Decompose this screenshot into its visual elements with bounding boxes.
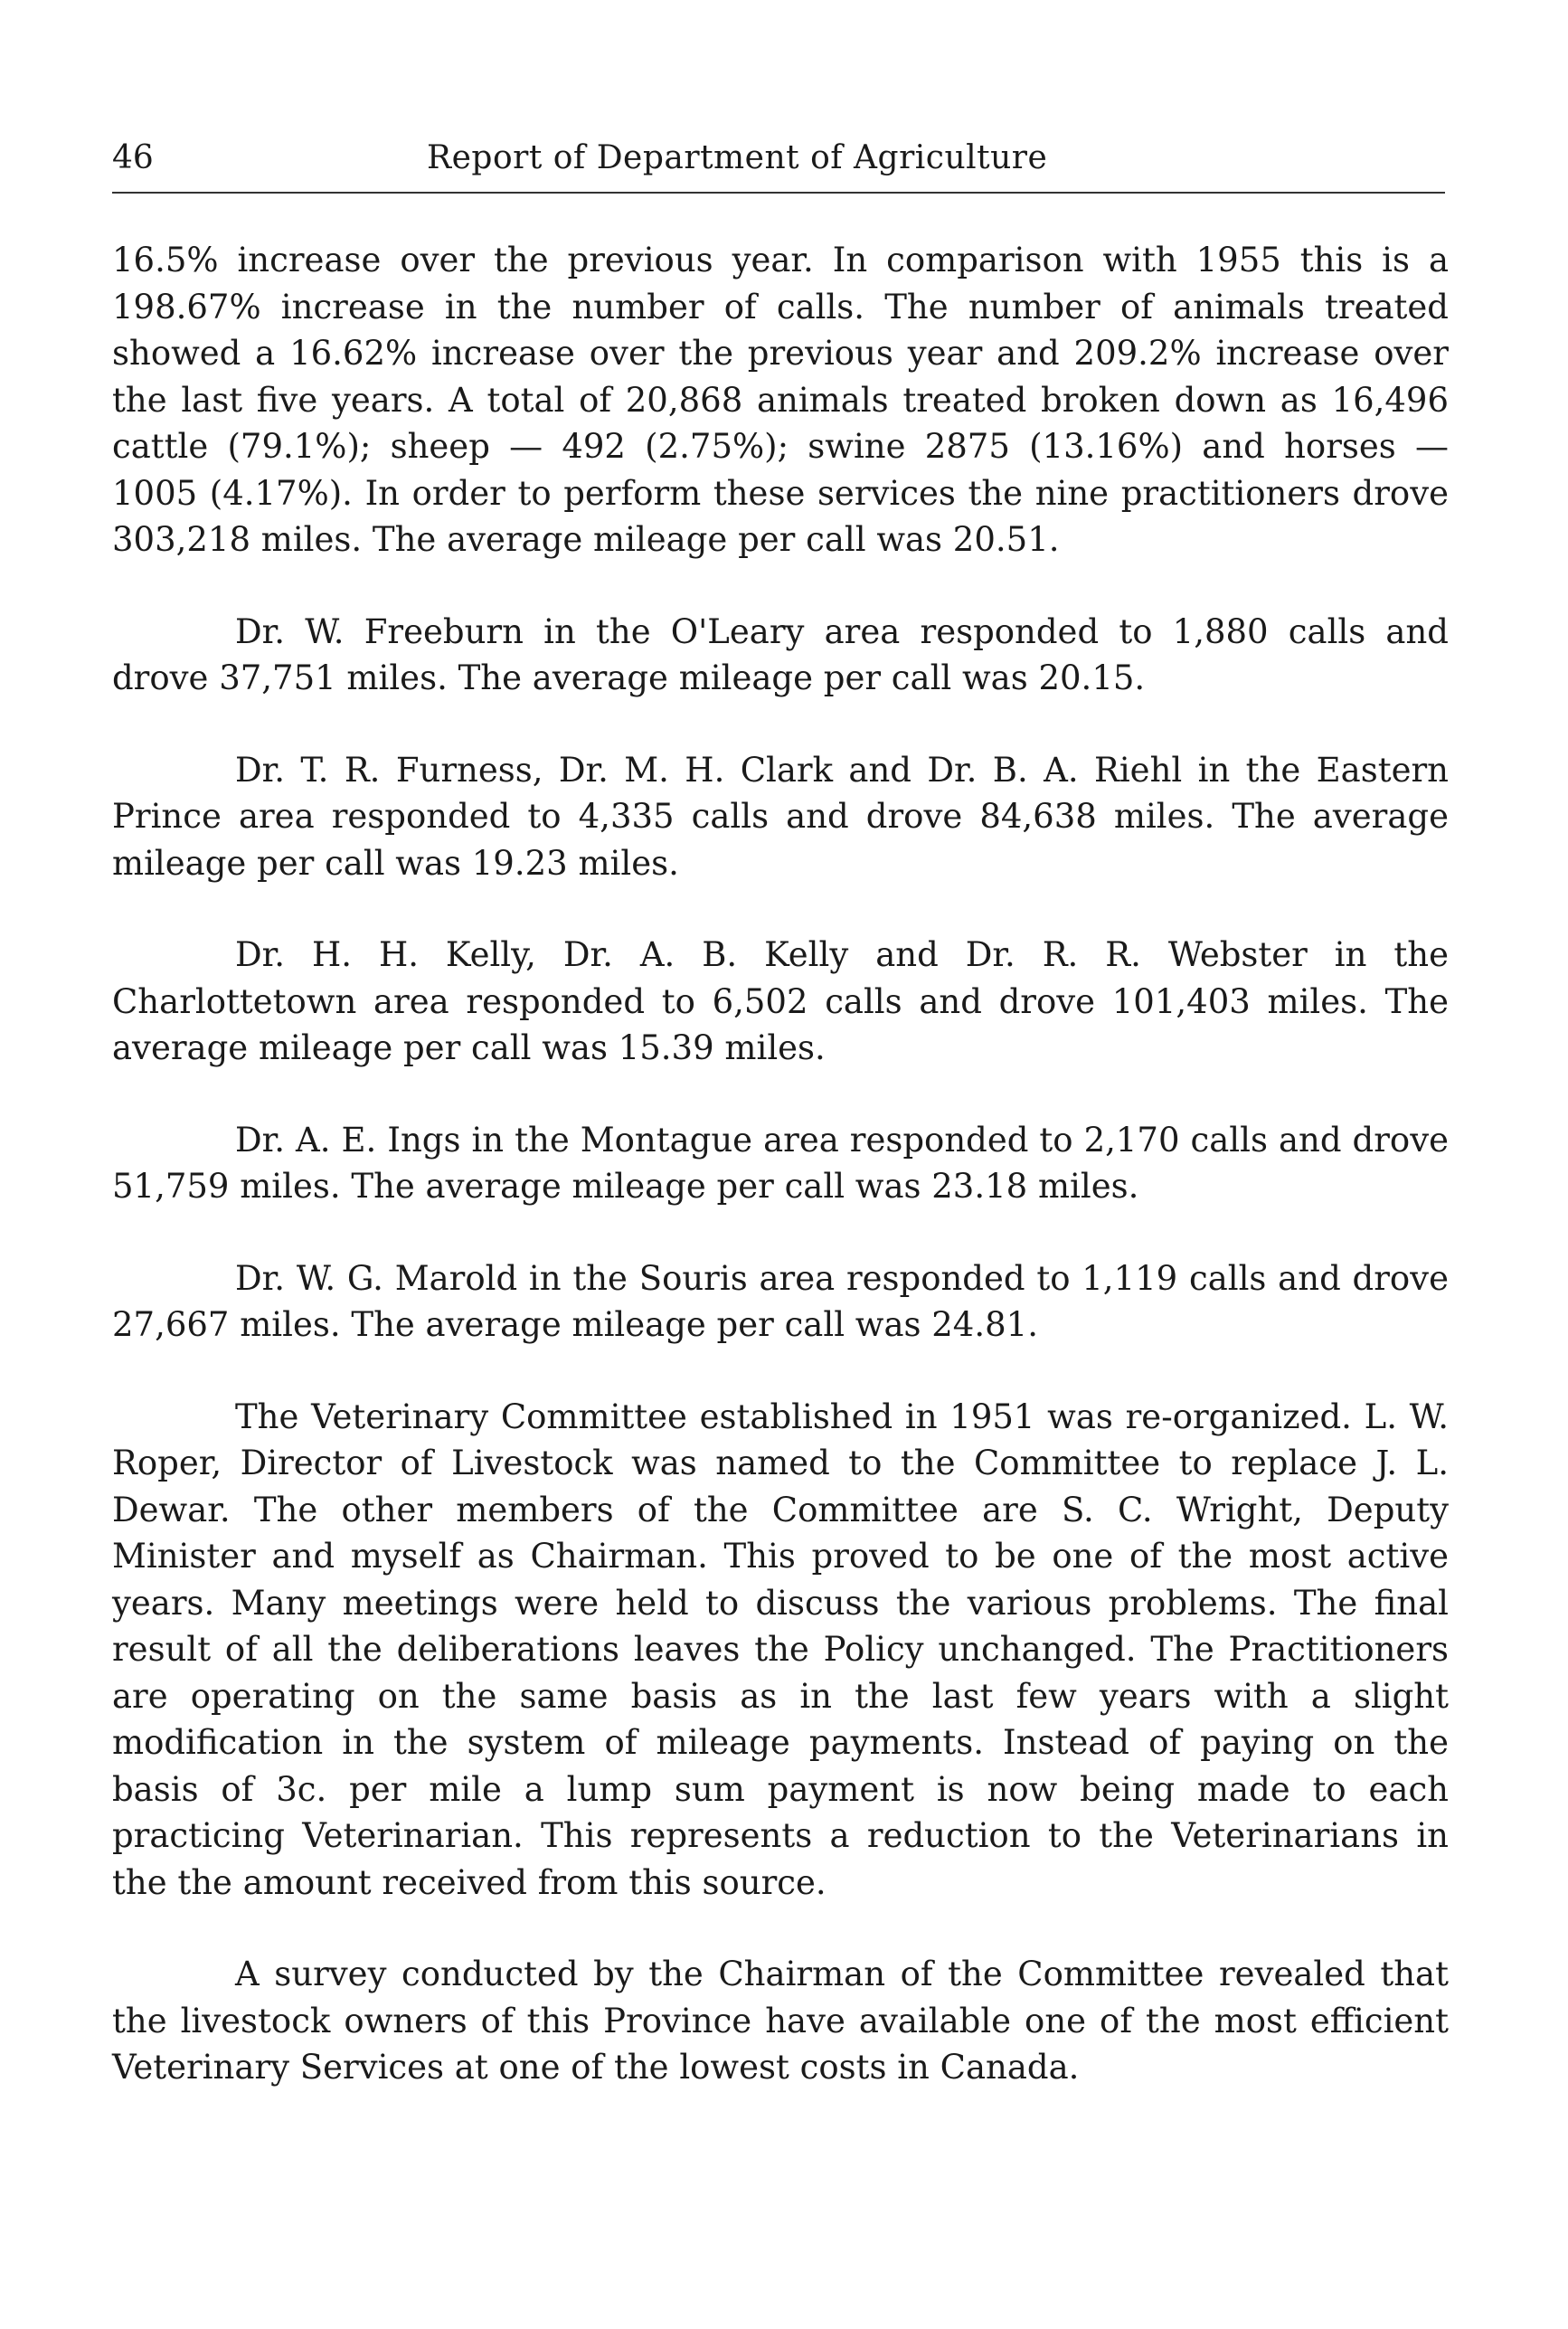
page-number: 46	[112, 139, 154, 176]
body-text	[112, 237, 1449, 2091]
running-title: Report of Department of Agriculture	[427, 139, 1048, 176]
paragraph-continued: 16.5% increase over the previous year. In comparison with 1955 this is a 198.67% increase in the number of calls. The number of animals treated showed a 16.62% increase over the previous year and 209.2% increase over the last five years. A total of 20,868 animals treated broken down as 16,496 cattle (79.1%); sheep — 492 (2.75%); swine 2875 (13.16%) and horses — 1005 (4.17%). In order to perform these services the nine practitioners drove 303,218 miles. The average mileage per call was 20.51.	[112, 241, 1449, 559]
paragraph-eastern-prince: Dr. T. R. Furness, Dr. M. H. Clark and Dr. B. A. Riehl in the Eastern Prince area responded to 4,335 calls and drove 84,638 miles. The average mileage per call was 19.23 miles.	[112, 750, 1449, 883]
header-rule	[112, 192, 1445, 194]
paragraph-souris: Dr. W. G. Marold in the Souris area responded to 1,119 calls and drove 27,667 miles. The average mileage per call was 24.81.	[112, 1258, 1449, 1344]
paragraph-oleary: Dr. W. Freeburn in the O'Leary area responded to 1,880 calls and drove 37,751 miles. The average mileage per call was 20.15.	[112, 611, 1449, 697]
page-header	[112, 136, 1445, 190]
paragraph-charlottetown: Dr. H. H. Kelly, Dr. A. B. Kelly and Dr. R. R. Webster in the Charlottetown area responded to 6,502 calls and drove 101,403 miles. The average mileage per call was 15.39 miles.	[112, 935, 1449, 1067]
paragraph-veterinary-committee: The Veterinary Committee established in 1951 was re-organized. L. W. Roper, Director of Livestock was named to the Committee to replace J. L. Dewar. The other members of the Committee are S. C. Wright, Deputy Minister and myself as Chairman. This proved to be one of the most active years. Many meetings were held to discuss the various problems. The final result of all the deliberations leaves the Policy unchanged. The Practitioners are operating on the same basis as in the last few years with a slight modification in the system of mileage payments. Instead of paying on the basis of 3c. per mile a lump sum payment is now being made to each practicing Veterinarian. This represents a reduction to the Veterinarians in the the amount received from this source.	[112, 1396, 1449, 1902]
paragraph-survey: A survey conducted by the Chairman of the Committee revealed that the livestock owners of this Province have available one of the most efficient Veterinary Services at one of the lowest costs in Canada.	[112, 1955, 1449, 2087]
paragraph-montague: Dr. A. E. Ings in the Montague area responded to 2,170 calls and drove 51,759 miles. The average mileage per call was 23.18 miles.	[112, 1120, 1449, 1206]
